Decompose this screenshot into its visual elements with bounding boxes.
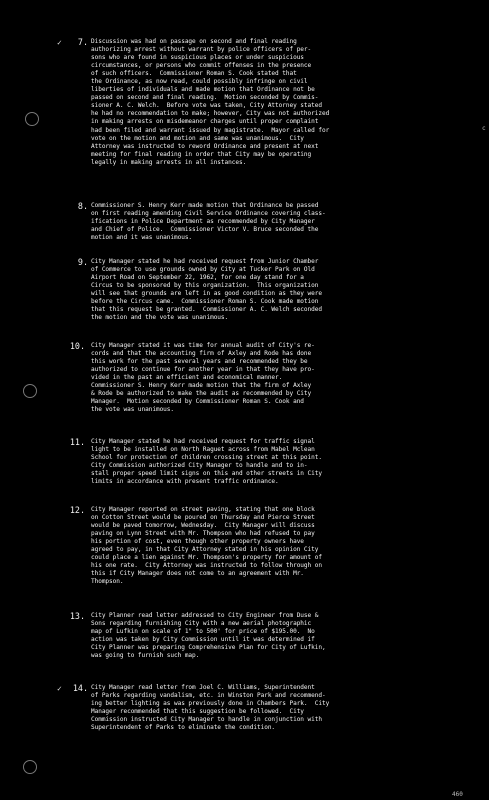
- text-line: City Manager stated it was time for annual audit of City's re-: [91, 342, 315, 349]
- text-line: circumstances, or persons who commit offenses in the presence: [91, 62, 312, 70]
- punch-hole: [23, 760, 37, 774]
- text-line: this work for the past several years and recommended they be: [91, 358, 308, 366]
- text-line: on Cotton Street would be poured on Thursday and Pierce Street: [91, 514, 315, 522]
- item-text: [91, 342, 485, 414]
- item-number: 13.: [69, 611, 85, 621]
- text-line: was going to furnish such map.: [91, 652, 200, 660]
- text-line: agreed to pay, in that City Attorney stated in his opinion City: [91, 546, 319, 554]
- text-line: stall proper speed limit signs on this and other streets in City: [91, 470, 322, 478]
- text-line: the Ordinance, as now read, could possibly infringe on civil: [91, 78, 308, 86]
- text-line: vote on the motion and motion and same was unanimous. City: [91, 134, 304, 142]
- item-text: [91, 202, 485, 242]
- text-line: could place a lien against Mr. Thompson's property for amount of: [91, 554, 322, 562]
- item-number: 12.: [69, 505, 85, 515]
- text-line: Attorney was instructed to reword Ordinance and present at next: [91, 142, 319, 150]
- text-line: before the Circus came. Commissioner Roman S. Cook made motion: [91, 298, 319, 306]
- text-line: authorized to continue for another year in that they have pro-: [91, 366, 315, 374]
- text-line: and Chief of Police. Commissioner Victor V. Bruce seconded the: [91, 226, 319, 234]
- text-line: of Commerce to use grounds owned by City at Tucker Park on Old: [91, 266, 315, 274]
- text-line: he had no recommendation to make; however, City was not authorized: [91, 110, 330, 118]
- check-mark-icon: ✓: [57, 684, 62, 693]
- text-line: Commissioner S. Henry Kerr made motion that the firm of Axley: [91, 382, 312, 390]
- text-line: City Manager stated he had received request for traffic signal: [91, 438, 315, 445]
- text-line: Circus to be sponsored by this organization. This organization: [91, 282, 319, 290]
- text-line: map of Lufkin on scale of 1" to 500' for price of $195.00. No: [91, 628, 315, 636]
- item-text: [91, 438, 485, 486]
- text-line: vided in the past an efficient and economical manner.: [91, 374, 283, 382]
- text-line: this if City Manager does not come to an agreement with Mr.: [91, 570, 304, 578]
- text-line: ing better lighting as was previously done in Chambers Park. City: [91, 700, 330, 708]
- item-text: [91, 38, 485, 167]
- text-line: & Rode be authorized to make the audit as recommended by City: [91, 390, 312, 398]
- text-line: limits in accordance with present traffic ordinance.: [91, 478, 279, 486]
- text-line: passed on second and final reading. Motion seconded by Commis-: [91, 94, 319, 102]
- text-line: City Planner was preparing Comprehensive Plan for City of Lufkin,: [91, 644, 326, 652]
- text-line: Commissioner S. Henry Kerr made motion that Ordinance be passed: [91, 202, 319, 209]
- text-line: sioner A. C. Welch. Before vote was taken, City Attorney stated: [91, 102, 322, 110]
- check-mark-icon: ✓: [57, 38, 62, 47]
- text-line: paving on Lynn Street with Mr. Thompson who had refused to pay: [91, 530, 315, 538]
- page-corner-mark: 460: [452, 791, 463, 798]
- text-line: liberties of individuals and made motion that Ordinance not be: [91, 86, 315, 94]
- text-line: Manager recommended that this suggestion be followed. City: [91, 708, 304, 716]
- text-line: meeting for final reading in order that City may be operating: [91, 150, 312, 158]
- text-line: his one rate. City Attorney was instructed to follow through on: [91, 562, 322, 570]
- text-line: legally in making arrests in all instances.: [91, 158, 247, 166]
- text-line: City Manager read letter from Joel C. Williams, Superintendent: [91, 684, 315, 691]
- text-line: City Manager reported on street paving, stating that one block: [91, 506, 315, 513]
- text-line: sons who are found in suspicious places or under suspicious: [91, 54, 304, 62]
- item-number: 8.: [77, 201, 88, 211]
- text-line: his portion of cost, even though other property owners have: [91, 538, 304, 546]
- punch-hole: [25, 112, 39, 126]
- text-line: School for protection of children crossing street at this point.: [91, 454, 322, 462]
- text-line: Airport Road on September 22, 1962, for one day stand for a: [91, 274, 304, 282]
- item-text: [91, 258, 485, 322]
- text-line: will see that grounds are left in as good condition as they were: [91, 290, 322, 298]
- text-line: ifications in Police Department as recommended by City Manager: [91, 218, 315, 226]
- text-line: in making arrests on misdemeanor charges until proper complaint: [91, 118, 319, 126]
- text-line: City Planner read letter addressed to City Engineer from Duse &: [91, 612, 319, 619]
- text-line: Thompson.: [91, 578, 124, 586]
- text-line: of such officers. Commissioner Roman S. Cook stated that: [91, 70, 297, 78]
- text-line: City Manager stated he had received request from Junior Chamber: [91, 258, 319, 265]
- text-line: light to be installed on North Raguet across from Mabel Mclean: [91, 446, 315, 454]
- text-line: Superintendent of Parks to eliminate the condition.: [91, 724, 276, 732]
- text-line: Manager. Motion seconded by Commissioner Roman S. Cook and: [91, 398, 304, 406]
- text-line: of Parks regarding vandalism, etc. in Winston Park and recommend-: [91, 692, 326, 700]
- item-number: 11.: [69, 437, 85, 447]
- text-line: motion and it was unanimous.: [91, 234, 193, 242]
- item-text: [91, 612, 485, 660]
- text-line: the motion and the vote was unanimous.: [91, 314, 229, 322]
- text-line: had been filed and warrant issued by magistrate. Mayor called for: [91, 126, 330, 134]
- item-text: [91, 684, 485, 732]
- text-line: would be paved tomorrow, Wednesday. City Manager will discuss: [91, 522, 315, 530]
- text-line: action was taken by City Commission until it was determined if: [91, 636, 315, 644]
- item-number: 9.: [77, 257, 88, 267]
- item-number: 7.: [77, 37, 88, 47]
- text-line: Commission instructed City Manager to handle in conjunction with: [91, 716, 322, 724]
- text-line: that this request be granted. Commissioner A. C. Welch seconded: [91, 306, 322, 314]
- text-line: cords and that the accounting firm of Axley and Rode has done: [91, 350, 312, 358]
- text-line: authorizing arrest without warrant by police officers of per-: [91, 46, 312, 54]
- item-number: 14.: [72, 683, 88, 693]
- punch-hole: [23, 384, 37, 398]
- text-line: Sons regarding furnishing City with a new aerial photographic: [91, 620, 312, 628]
- text-line: City Commission authorized City Manager to handle and to in-: [91, 462, 308, 470]
- text-line: Discussion was had on passage on second and final reading: [91, 38, 297, 45]
- text-line: the vote was unanimous.: [91, 406, 175, 414]
- item-text: [91, 506, 485, 586]
- text-line: on first reading amending Civil Service Ordinance covering class-: [91, 210, 326, 218]
- item-number: 10.: [69, 341, 85, 351]
- margin-mark: c: [482, 125, 486, 132]
